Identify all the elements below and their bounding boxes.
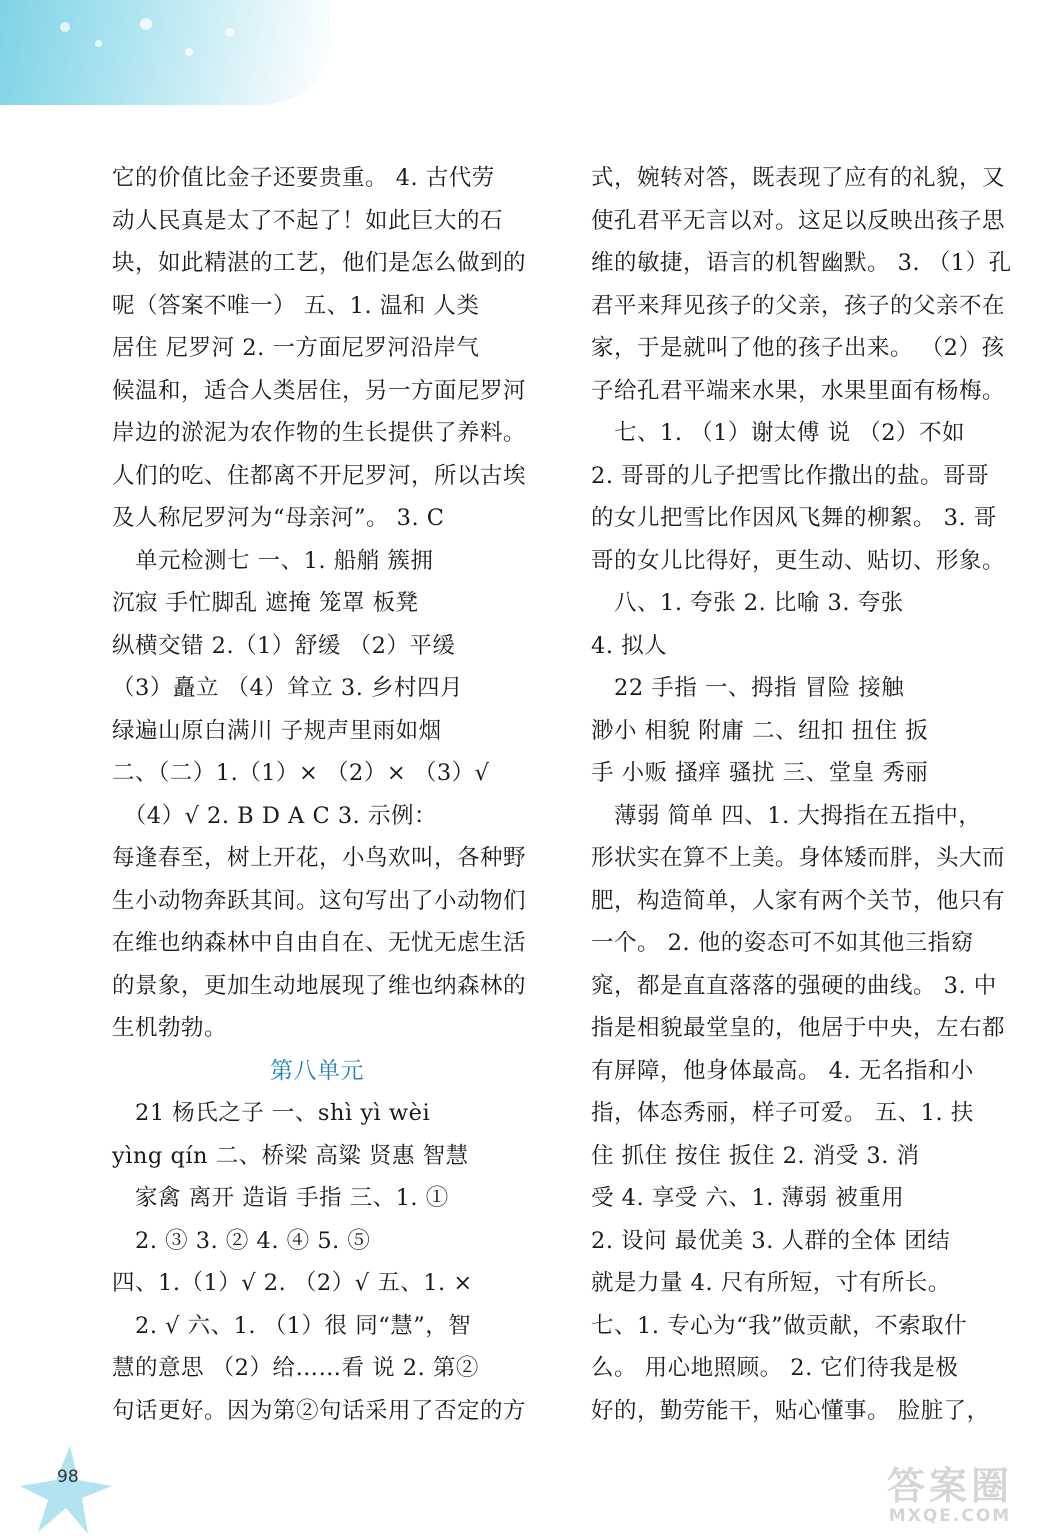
text-line: 沉寂 手忙脚乱 遮掩 笼罩 板凳 [112, 590, 419, 616]
text-line: （4）√ 2. B D A C 3. 示例： [112, 802, 437, 829]
text-line: 生小动物奔跃其间。这句写出了小动物们 [112, 887, 527, 914]
text-line: 子给孔君平端来水果，水果里面有杨梅。 [591, 377, 1006, 404]
text-line: 手 小贩 搔痒 骚扰 三、堂皇 秀丽 [591, 760, 929, 786]
header-decoration [0, 0, 330, 105]
text-line: 22 手指 一、拇指 冒险 接触 [591, 675, 905, 701]
text-line: 2. √ 六、1. （1）很 同“慧”，智 [112, 1312, 472, 1339]
text-line: 肥，构造简单，人家有两个关节，他只有 [591, 887, 1006, 914]
text-line: 君平来拜见孩子的父亲，孩子的父亲不在 [591, 292, 1006, 319]
text-line: 受 4. 享受 六、1. 薄弱 被重用 [591, 1185, 905, 1211]
text-line: 每逢春至，树上开花，小鸟欢叫，各种野 [112, 845, 527, 871]
text-line: 21 杨氏之子 一、shì yì wèi [112, 1100, 431, 1126]
text-line: 呢（答案不唯一） 五、1. 温和 人类 [112, 292, 480, 319]
section-heading: 第八单元 [270, 1057, 364, 1084]
text-line: 2. 设问 最优美 3. 人群的全体 团结 [591, 1227, 951, 1254]
text-line: 4. 拟人 [591, 632, 668, 659]
text-line: 窕，都是直直落落的强硬的曲线。 3. 中 [591, 972, 997, 999]
text-line: 指是相貌最堂皇的，他居于中央，左右都 [591, 1015, 1006, 1041]
text-line: 绿遍山原白满川 子规声里雨如烟 [112, 717, 442, 744]
text-line: 慧的意思 （2）给……看 说 2. 第② [112, 1355, 479, 1381]
left-column [112, 157, 527, 1432]
text-line: 及人称尼罗河为“母亲河”。 3. C [112, 505, 445, 531]
text-line: 家禽 离开 造诣 手指 三、1. ① [112, 1185, 449, 1211]
text-line: 么。 用心地照顾。 2. 它们待我是极 [591, 1355, 959, 1381]
text-line: 岸边的淤泥为农作物的生长提供了养料。 [112, 420, 527, 446]
text-line: 七、1. （1）谢太傅 说 （2）不如 [591, 420, 966, 446]
text-line: 纵横交错 2.（1）舒缓 （2）平缓 [112, 632, 456, 659]
page-number: 98 [57, 1467, 79, 1487]
text-line: 使孔君平无言以对。这足以反映出孩子思 [591, 207, 1006, 234]
text-line: yìng qín 二、桥梁 高粱 贤惠 智慧 [112, 1142, 469, 1169]
text-line: 的女儿把雪比作因风飞舞的柳絮。 3. 哥 [591, 505, 997, 531]
text-line: 有屏障，他身体最高。 4. 无名指和小 [591, 1057, 974, 1084]
bubble-icon [140, 18, 152, 30]
text-line: 居住 尼罗河 2. 一方面尼罗河沿岸气 [112, 335, 480, 361]
text-line: 一个。 2. 他的姿态可不如其他三指窈 [591, 930, 974, 956]
text-line: 家，于是就叫了他的孩子出来。 （2）孩 [591, 335, 1005, 361]
text-line: 句话更好。因为第②句话采用了否定的方 [112, 1397, 527, 1424]
text-line: 2. 哥哥的儿子把雪比作撒出的盐。哥哥 [591, 462, 990, 489]
text-line: 的景象，更加生动地展现了维也纳森林的 [112, 972, 527, 999]
text-line: 指，体态秀丽，样子可爱。 五、1. 扶 [591, 1100, 974, 1126]
bubble-icon [95, 40, 102, 47]
starfish-icon [0, 1446, 160, 1536]
text-line: 2. ③ 3. ② 4. ④ 5. ⑤ [112, 1227, 371, 1254]
text-line: 人们的吃、住都离不开尼罗河，所以古埃 [112, 462, 527, 489]
text-line: 候温和，适合人类居住，另一方面尼罗河 [112, 377, 527, 404]
text-line: 好的，勤劳能干，贴心懂事。 脸脏了， [591, 1397, 990, 1424]
text-line: 单元检测七 一、1. 船艄 簇拥 [112, 547, 434, 574]
text-line: 维的敏捷，语言的机智幽默。 3. （1）孔 [591, 250, 1012, 276]
text-line: 生机勃勃。 [112, 1015, 228, 1041]
text-line: 七、1. 专心为“我”做贡献，不索取什 [591, 1312, 968, 1339]
text-line: 哥的女儿比得好，更生动、贴切、形象。 [591, 547, 1006, 574]
right-column [591, 157, 1012, 1432]
text-line: 在维也纳森林中自由自在、无忧无虑生活 [112, 930, 527, 956]
text-line: 形状实在算不上美。身体矮而胖，头大而 [591, 845, 1006, 871]
text-line: 块，如此精湛的工艺，他们是怎么做到的 [112, 250, 527, 276]
watermark-chars: 答案圈 [886, 1464, 1013, 1508]
text-line: 就是力量 4. 尺有所短，寸有所长。 [591, 1270, 951, 1296]
text-line: （3）矗立 （4）耸立 3. 乡村四月 [112, 675, 464, 701]
text-line: 动人民真是太了不起了！如此巨大的石 [112, 207, 504, 234]
text-line: 住 抓住 按住 扳住 2. 消受 3. 消 [591, 1142, 920, 1169]
bubble-icon [60, 22, 70, 32]
watermark-logo [865, 1466, 1035, 1530]
text-line: 四、1.（1）√ 2. （2）√ 五、1. × [112, 1270, 473, 1296]
text-line: 式，婉转对答，既表现了应有的礼貌，又 [591, 165, 1006, 191]
text-line: 它的价值比金子还要贵重。 4. 古代劳 [112, 165, 495, 191]
text-line: 渺小 相貌 附庸 二、纽扣 扭住 扳 [591, 717, 929, 744]
bubble-icon [225, 28, 234, 37]
watermark-domain: MXQE.COM [888, 1506, 1012, 1526]
bubble-icon [185, 48, 193, 56]
text-line: 薄弱 简单 四、1. 大拇指在五指中， [591, 802, 982, 829]
text-line: 八、1. 夸张 2. 比喻 3. 夸张 [591, 590, 904, 616]
text-line: 二、（二）1.（1）× （2）× （3）√ [112, 760, 490, 786]
